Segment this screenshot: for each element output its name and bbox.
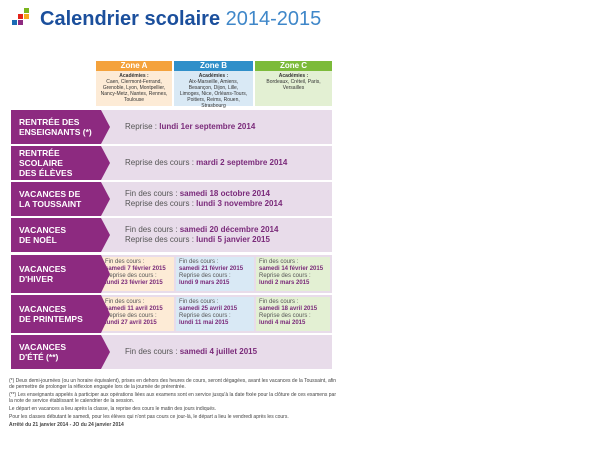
fin-date: samedi 11 avril 2015 (105, 306, 163, 312)
zone-b-academies-label: Académies : (198, 73, 229, 79)
reprise-date: lundi 1er septembre 2014 (159, 122, 256, 131)
fin-line (125, 189, 328, 199)
arrete-reference: Arrêté du 21 janvier 2014 - JO du 24 janvier 2014 (9, 422, 124, 428)
reprise-line (125, 158, 328, 168)
zone-c-header (255, 61, 332, 106)
fin-line (125, 225, 328, 235)
label-arrow (101, 146, 110, 180)
label-line-2: D'HIVER (19, 274, 54, 284)
reprise-label: Reprise des cours : (179, 313, 231, 319)
label-line-1: VACANCES DE (19, 189, 81, 199)
row-body (101, 335, 332, 369)
zone-c-cell (256, 297, 330, 331)
reprise-date: mardi 2 septembre 2014 (196, 158, 288, 167)
fin-label: Fin des cours : (179, 259, 219, 265)
zone-c-name: Zone C (255, 61, 332, 71)
reprise-date: lundi 11 mai 2015 (179, 320, 229, 326)
label-arrow (101, 182, 110, 216)
reprise-date: lundi 2 mars 2015 (259, 280, 310, 286)
reprise-date: lundi 9 mars 2015 (179, 280, 230, 286)
zone-b-name: Zone B (174, 61, 253, 71)
title-text: Calendrier scolaire (40, 8, 221, 30)
row-body (101, 110, 332, 144)
zone-b-cities: Aix-Marseille, Amiens, Besançon, Dijon, Lille, Limoges, Nice, Orléans-Tours, Poitiers, Reims, Rouen, Strasbourg (179, 79, 248, 109)
row-body (101, 182, 332, 216)
fin-label: Fin des cours : (125, 347, 180, 356)
row-content (125, 335, 328, 369)
label-line-2: LA TOUSSAINT (19, 199, 82, 209)
reprise-date: lundi 27 avril 2015 (105, 320, 157, 326)
zone-b-header (174, 61, 253, 109)
label-line-2: DE PRINTEMPS (19, 314, 83, 324)
fin-date: samedi 14 février 2015 (259, 266, 324, 272)
label-arrow (101, 110, 110, 144)
label-line-2: DES ÉLÈVES (19, 168, 73, 178)
row-noel (11, 218, 332, 252)
row-content (125, 146, 328, 180)
fin-label: Fin des cours : (259, 259, 299, 265)
fin-label: Fin des cours : (259, 299, 299, 305)
footnote-3: Le départ en vacances a lieu après la classe, la reprise des cours le matin des jours indiqués. (9, 406, 217, 412)
row-body (101, 146, 332, 180)
reprise-label: Reprise des cours : (125, 235, 197, 244)
row-hiver (11, 255, 332, 293)
footnote-2: (**) Les enseignants appelés à participer aux opérations liées aux examens sont en service jusqu'à la date fixée pour la clôture de ces examens par la note de service établissant le calendrier de la session. (9, 392, 336, 404)
footnotes (9, 378, 339, 430)
zone-b-cell (176, 297, 254, 331)
label-arrow (101, 255, 110, 293)
reprise-label: Reprise des cours : (105, 273, 157, 279)
zone-a-cities: Caen, Clermont-Ferrand, Grenoble, Lyon, Montpellier, Nancy-Metz, Nantes, Rennes, Toulouse (100, 79, 168, 103)
reprise-label: Reprise des cours : (125, 158, 197, 167)
fin-label: Fin des cours : (125, 225, 180, 234)
row-label (11, 146, 101, 180)
row-ete (11, 335, 332, 369)
fin-date: samedi 4 juillet 2015 (179, 347, 258, 356)
label-line-1: RENTRÉE DES (19, 117, 80, 127)
reprise-label: Reprise des cours : (259, 313, 311, 319)
row-body (101, 218, 332, 252)
reprise-label: Reprise des cours : (259, 273, 311, 279)
label-line-2: DE NOËL (19, 235, 57, 245)
row-label (11, 255, 101, 293)
label-line-2: ENSEIGNANTS (*) (19, 127, 92, 137)
label-line-1: VACANCES (19, 225, 67, 235)
page-title (40, 7, 321, 31)
fin-date: samedi 20 décembre 2014 (179, 225, 279, 234)
row-label (11, 218, 101, 252)
footnote-1: (*) Deux demi-journées (ou un horaire équivalent), prises en dehors des heures de cours, seront dégagées, avant les vacances de la Toussaint, afin de permettre de prolonger la réflexion engagée lors de la journée de prérentrée. (9, 378, 337, 390)
reprise-label: Reprise des cours : (125, 199, 197, 208)
fin-line (125, 347, 328, 357)
fin-label: Fin des cours : (105, 259, 145, 265)
row-label (11, 335, 101, 369)
reprise-date: lundi 3 novembre 2014 (196, 199, 283, 208)
row-content (125, 218, 328, 252)
row-content (125, 110, 328, 144)
fin-date: samedi 7 février 2015 (105, 266, 166, 272)
zone-a-academies-label: Académies : (119, 73, 149, 79)
reprise-label: Reprise : (125, 122, 160, 131)
fin-date: samedi 21 février 2015 (179, 266, 244, 272)
label-arrow (101, 335, 110, 369)
label-arrow (101, 295, 110, 333)
zone-c-cities: Bordeaux, Créteil, Paris, Versailles (266, 79, 321, 91)
zone-c-academies-label: Académies : (278, 73, 309, 79)
ministry-logo-icon (12, 8, 34, 30)
row-rentree-enseignants (11, 110, 332, 144)
row-label (11, 295, 101, 333)
fin-date: samedi 18 avril 2015 (259, 306, 318, 312)
reprise-line (125, 199, 328, 209)
footnote-4: Pour les classes débutant le samedi, pour les élèves qui n'ont pas cours ce jour-là, le départ a lieu le vendredi après les cours. (9, 414, 289, 420)
label-line-1: VACANCES (19, 304, 67, 314)
reprise-label: Reprise des cours : (179, 273, 231, 279)
label-line-2: D'ÉTÉ (**) (19, 352, 59, 362)
zone-a-header (96, 61, 172, 106)
label-line-1: RENTRÉE SCOLAIRE (19, 148, 63, 168)
row-rentree-eleves (11, 146, 332, 180)
reprise-date: lundi 4 mai 2015 (259, 320, 306, 326)
fin-label: Fin des cours : (105, 299, 145, 305)
zone-a-cell (102, 297, 174, 331)
label-line-1: VACANCES (19, 264, 67, 274)
label-line-1: VACANCES (19, 342, 67, 352)
fin-label: Fin des cours : (125, 189, 180, 198)
reprise-line (125, 235, 328, 245)
fin-label: Fin des cours : (179, 299, 219, 305)
row-content (125, 182, 328, 216)
reprise-label: Reprise des cours : (105, 313, 157, 319)
reprise-line (125, 122, 328, 132)
zone-a-cell (102, 257, 174, 291)
zone-a-name: Zone A (96, 61, 172, 71)
reprise-date: lundi 23 février 2015 (105, 280, 163, 286)
title-years: 2014-2015 (225, 8, 322, 30)
row-label (11, 110, 101, 144)
zone-b-cell (176, 257, 254, 291)
label-arrow (101, 218, 110, 252)
row-printemps (11, 295, 332, 333)
row-toussaint (11, 182, 332, 216)
fin-date: samedi 18 octobre 2014 (179, 189, 270, 198)
reprise-date: lundi 5 janvier 2015 (196, 235, 270, 244)
row-label (11, 182, 101, 216)
fin-date: samedi 25 avril 2015 (179, 306, 238, 312)
zone-c-cell (256, 257, 330, 291)
